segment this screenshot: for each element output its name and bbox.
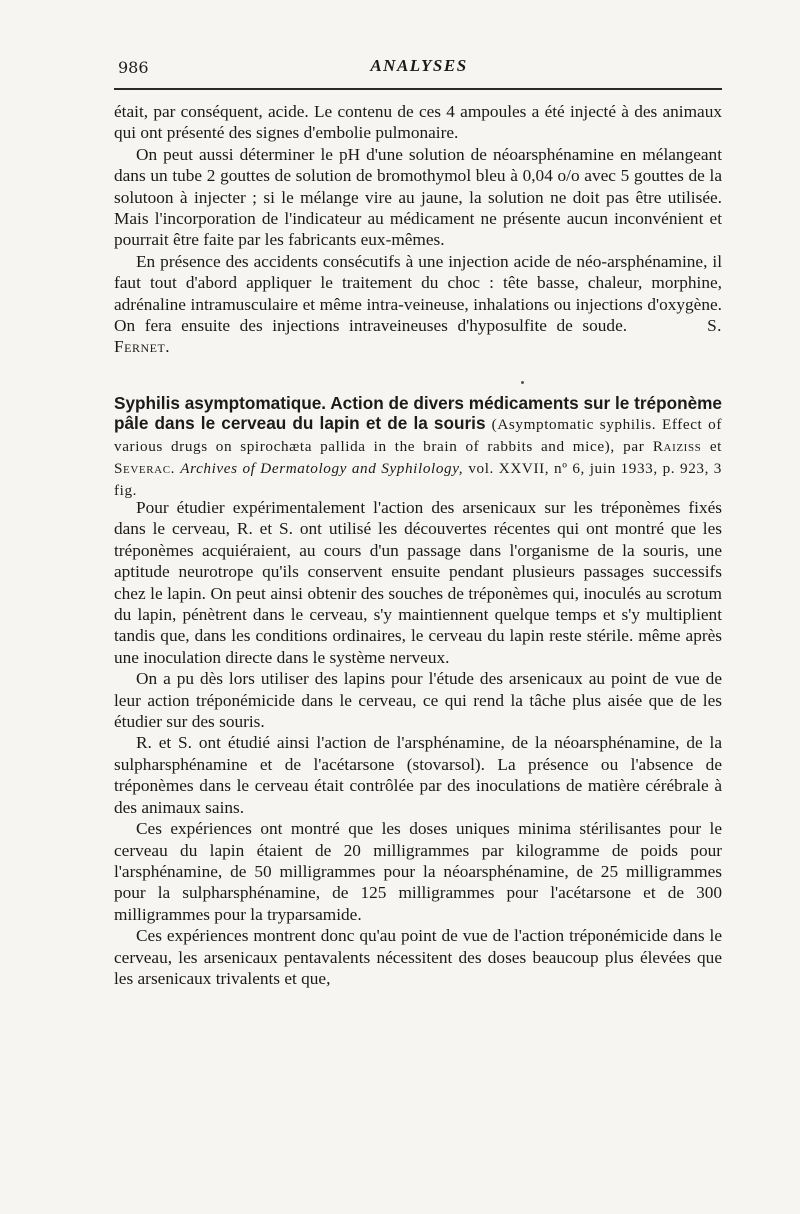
abstract-heading (114, 393, 722, 501)
paragraph-text: En présence des accidents consécutifs à une injection acide de néo-arsphénamine, il faut tout d'abord appliquer le traitement du choc : tête basse, chaleur, morphine, adrénaline intramusculaire et même intra-veineuse, inhalations ou injections d'oxygène. On fera ensuite des injections intraveineuses d'hyposulfite de soude. (114, 251, 722, 336)
abstract-citation: vol. XXVII, nº 6, juin 1933, p. 923, 3 fig. (114, 460, 722, 499)
page-number: 986 (118, 58, 149, 77)
paragraph: On peut aussi déterminer le pH d'une solution de néoarsphénamine en mélangeant dans un tube 2 gouttes de solution de bromothymol bleu à 0,04 o/o avec 5 gouttes de la solutoon à injecter ; si le mélange vire au jaune, la solution ne doit pas être utilisée. Mais l'incorporation de l'indicateur au médicament ne présente aucun inconvénient et pourrait être faite par les fabricants eux-mêmes. (114, 144, 722, 250)
abstract-author-2: Severac. (114, 460, 176, 477)
abstract-par: par (623, 438, 645, 455)
abstract-english-title: (Asymptomatic syphilis. Effect of various drugs on spirochæta pallida in the brain of rabbits and mice), (114, 416, 722, 455)
paragraph: On a pu dès lors utiliser des lapins pour l'étude des arsenicaux au point de vue de leur action tréponémicide dans le cerveau, ce qui rend la tâche plus aisée que de les étudier sur des souris. (114, 669, 722, 732)
running-title: ANALYSES (370, 56, 468, 75)
signature: S. Fernet. (114, 316, 722, 357)
separator-dot (521, 381, 524, 384)
section-1-text (114, 101, 722, 358)
abstract-journal: Archives of Dermatology and Syphilology, (180, 460, 464, 477)
paragraph: R. et S. ont étudié ainsi l'action de l'arsphénamine, de la néoarsphénamine, de la sulpharsphénamine et de l'acétarsone (stovarsol). La présence ou l'absence de tréponèmes dans le cerveau était contrôlée par des inoculations de matière cérébrale à des animaux sains. (114, 733, 722, 817)
paragraph: Pour étudier expérimentalement l'action des arsenicaux sur les tréponèmes fixés dans le cerveau, R. et S. ont utilisé les découvertes récentes qui ont montré que les tréponèmes acquiéraient, au cours d'un passage dans l'organisme de la souris, une aptitude neurotrope qu'ils conservent ensuite pendant plusieurs passages successifs chez le lapin. On peut ainsi obtenir des souches de tréponèmes qui, inoculés au scrotum du lapin, pénètrent dans le cerveau, s'y maintiennent quelque temps et s'y multiplient tandis que, dans les conditions ordinaires, le cerveau du lapin reste stérile. même après une inoculation directe dans le système nerveux. (114, 498, 722, 667)
abstract-et: et (709, 438, 723, 455)
running-header (118, 52, 720, 82)
paragraph: Ces expériences ont montré que les doses uniques minima stérilisantes pour le cerveau du lapin étaient de 20 milligrammes par kilogramme de poids pour l'arsphénamine, de 50 milligrammes pour la néoarsphénamine, de 25 milligrammes pour la sulpharsphénamine, de 125 milligrammes pour l'acétarsone et de 300 milligrammes pour la tryparsamide. (114, 819, 722, 924)
paragraph: était, par conséquent, acide. Le contenu de ces 4 ampoules a été injecté à des animaux qui ont présenté des signes d'embolie pulmonaire. (114, 102, 722, 143)
abstract-title: Syphilis asymptomatique. Action de divers médicaments sur le tréponème pâle dans le cerveau du lapin et de la souris (114, 393, 722, 433)
abstract-author-1: Raiziss (652, 438, 702, 455)
header-rule (114, 88, 722, 90)
section-2-text (114, 497, 722, 989)
paragraph (114, 251, 722, 358)
paragraph: Ces expériences montrent donc qu'au point de vue de l'action tréponémicide dans le cerveau, les arsenicaux pentavalents nécessitent des doses beaucoup plus élevées que les arsenicaux trivalents et que, (114, 926, 722, 988)
